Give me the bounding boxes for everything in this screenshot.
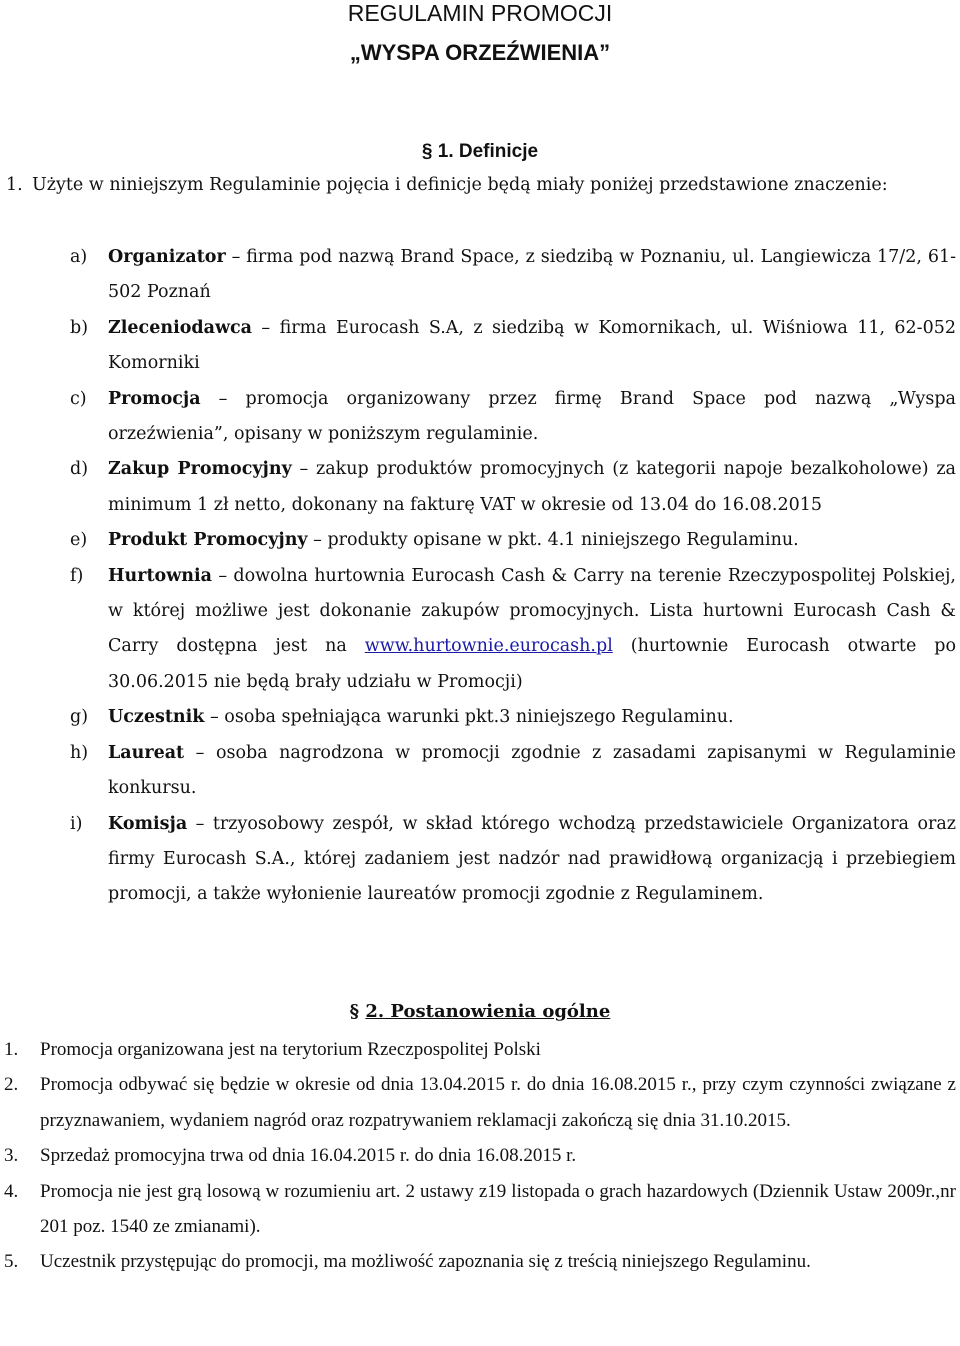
definition-item [70,807,956,913]
item-text: – osoba spełniająca warunki pkt.3 niniejszego Regulaminu. [204,707,734,728]
item-text: – zakup produktów promocyjnych (z kategorii napoje bezalkoholowe) za minimum 1 zł netto, dokonany na fakturę VAT w okresie od 13.04 do 16.08.2015 [108,459,956,515]
definition-item [70,559,956,701]
item-label: e) [70,530,88,551]
item-label: i) [70,813,83,834]
definition-item [70,311,956,382]
item-term: Produkt Promocyjny [108,530,308,551]
provision-number: 3. [4,1145,19,1167]
provision-number: 4. [4,1180,19,1202]
general-provisions-list [4,1032,956,1280]
provision-text: Promocja odbywać się będzie w okresie od dnia 13.04.2015 r. do dnia 16.08.2015 r., przy czym czynności związane z przyznawaniem, wydaniem nagród oraz rozpatrywaniem reklamacji zakończą się dnia 31.10.2015. [40,1074,956,1131]
provision-text: Promocja nie jest grą losową w rozumieniu art. 2 ustawy z19 listopada o grach hazardowych (Dziennik Ustaw 2009r.,nr 201 poz. 1540 ze zmianami). [40,1180,956,1238]
item-text: – promocja organizowany przez firmę Brand Space pod nazwą „Wyspa orzeźwienia”, opisany w poniższym regulaminie. [108,388,956,445]
provision-item [4,1174,956,1245]
item-label: f) [70,565,84,586]
provision-number: 1. [4,1039,19,1060]
definition-item [70,452,956,523]
item-text-after: (hurtownie Eurocash otwarte po 30.06.2015 nie będą brały udziału w Promocji) [108,636,956,692]
item-text: – firma pod nazwą Brand Space, z siedzibą w Poznaniu, ul. Langiewicza 17/2, 61-502 Poznań [108,247,956,303]
definitions-intro [6,168,954,203]
provision-text: Uczestnik przystępując do promocji, ma możliwość zapoznania się z treścią niniejszego Regulaminu. [40,1251,811,1273]
wholesaler-list-link[interactable]: www.hurtownie.eurocash.pl [364,636,613,657]
provision-item [4,1138,956,1173]
provision-item [4,1067,956,1138]
item-term: Promocja [108,388,201,409]
item-text: – dowolna hurtownia Eurocash Cash & Carry na terenie Rzeczypospolitej Polskiej, w której możliwe jest dokonanie zakupów promocyjnych. Lista hurtowni Eurocash Cash & Carry dostępna jest na [108,565,956,657]
item-text: – produkty opisane w pkt. 4.1 niniejszego Regulaminu. [307,530,799,551]
section-1-heading: § 1. Definicje [421,141,539,162]
item-term: Komisja [108,813,188,834]
item-text: – trzyosobowy zespół, w skład którego wchodzą przedstawiciele Organizatora oraz firmy Eurocash S.A., której zadaniem jest nadzór nad prawidłową organizacją i przebiegiem promocji, a także wyłonienie laureatów promocji zgodnie z Regulaminem. [108,813,956,905]
provision-text: Sprzedaż promocyjna trwa od dnia 16.04.2015 r. do dnia 16.08.2015 r. [40,1145,577,1167]
intro-text: Użyte w niniejszym Regulaminie pojęcia i definicje będą miały poniżej przedstawione znaczenie: [32,175,888,195]
document-title: REGULAMIN PROMOCJI [347,0,613,26]
intro-number: 1. [6,175,23,195]
item-term: Organizator [108,247,226,267]
section-sign: § [349,1001,360,1022]
item-label: c) [70,388,87,409]
provision-number: 2. [4,1074,19,1096]
definition-item [70,240,956,311]
item-text: – osoba nagrodzona w promocji zgodnie z zasadami zapisanymi w Regulaminie konkursu. [108,742,956,799]
item-label: g) [70,707,89,728]
section-2-heading [0,1000,960,1024]
item-label: h) [70,742,89,763]
definition-item [70,523,956,558]
definition-item [70,382,956,453]
item-term: Laureat [108,742,185,763]
provision-item [4,1032,956,1067]
definition-item [70,700,956,735]
item-term: Hurtownia [108,565,213,586]
section-2-title: 2. Postanowienia ogólne [365,1001,611,1022]
item-label: d) [70,459,89,480]
item-term: Uczestnik [108,707,205,728]
promotion-name: „WYSPA ORZEŹWIENIA” [349,40,611,65]
item-term: Zakup Promocyjny [108,459,292,480]
item-term: Zleceniodawca [108,317,253,338]
provision-item [4,1244,956,1279]
definition-item [70,736,956,807]
definitions-list [70,240,956,913]
provision-number: 5. [4,1251,19,1273]
provision-text: Promocja organizowana jest na terytorium Rzeczpospolitej Polski [40,1039,541,1060]
item-label: b) [70,317,89,338]
item-label: a) [70,247,88,267]
item-text: – firma Eurocash S.A, z siedzibą w Komornikach, ul. Wiśniowa 11, 62-052 Komorniki [108,317,956,374]
